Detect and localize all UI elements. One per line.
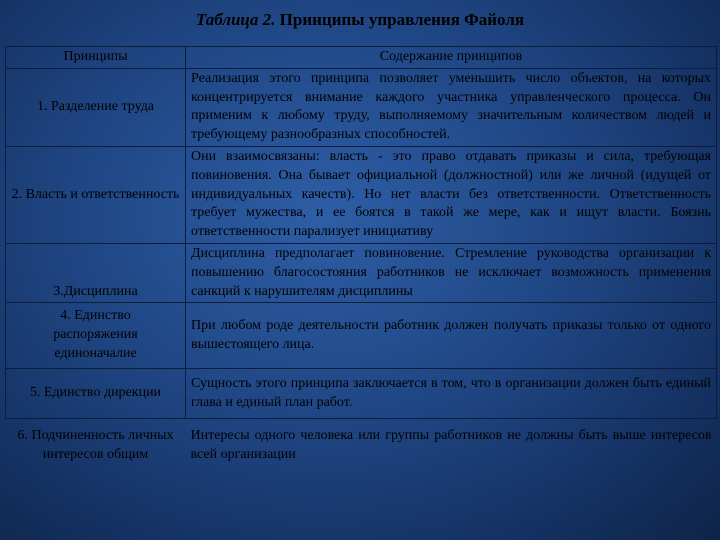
content-cell: При любом роде деятельности работник должен получать приказы только от одного вышестоящего лица. [186, 303, 717, 368]
principle-cell: 3.Дисциплина [6, 243, 186, 302]
content-cell: Интересы одного человека или группы работников не должны быть выше интересов всей организации [190, 428, 712, 463]
content-cell: Они взаимосвязаны: власть - это право отдавать приказы и сила, требующая повиновения. Она бывает официальной (должностной) или же личной (идущей от индивидуальных качеств). Но нет власти без ответственности. Ответственность требует мужества, и ее боятся в такой же мере, как и ищут власти. Боязнь ответственности парализует инициативу [186, 146, 717, 243]
principle-cell: 6. Подчиненность личных интересов общим [17, 428, 174, 463]
fayol-principles-table [5, 46, 717, 466]
principle-cell: 2. Власть и ответственность [6, 146, 186, 243]
table-row [6, 368, 717, 419]
table-title-lead: Таблица 2. [195, 10, 276, 29]
principle-cell: 4. Единство распоряжения единоначалие [6, 303, 186, 368]
header-content: Содержание принципов [186, 47, 717, 69]
principle-cell: 5. Единство дирекции [6, 368, 186, 419]
header-principles: Принципы [6, 47, 186, 69]
content-cell: Сущность этого принципа заключается в том, что в организации должен быть единый глава и единый план работ. [186, 368, 717, 419]
table-title [0, 10, 720, 30]
table-row [6, 146, 717, 243]
principle-cell: 1. Разделение труда [6, 68, 186, 146]
table-title-text: Принципы управления Файоля [275, 10, 525, 29]
content-cell: Дисциплина предполагает повиновение. Стремление руководства организации к повышению благосостояния работников не исключает возможность применения санкций к нарушителям дисциплины [186, 243, 717, 302]
table-row [6, 68, 717, 146]
table-row [6, 243, 717, 302]
content-cell: Реализация этого принципа позволяет уменьшить число объектов, на которых концентрируется внимание каждого участника управленческого процесса. Он применим к любому труду, выполняемому значительным количеством людей и требующему разнообразных способностей. [186, 68, 717, 146]
table-row [6, 419, 717, 466]
table-header-row [6, 47, 717, 69]
table-row [6, 303, 717, 368]
